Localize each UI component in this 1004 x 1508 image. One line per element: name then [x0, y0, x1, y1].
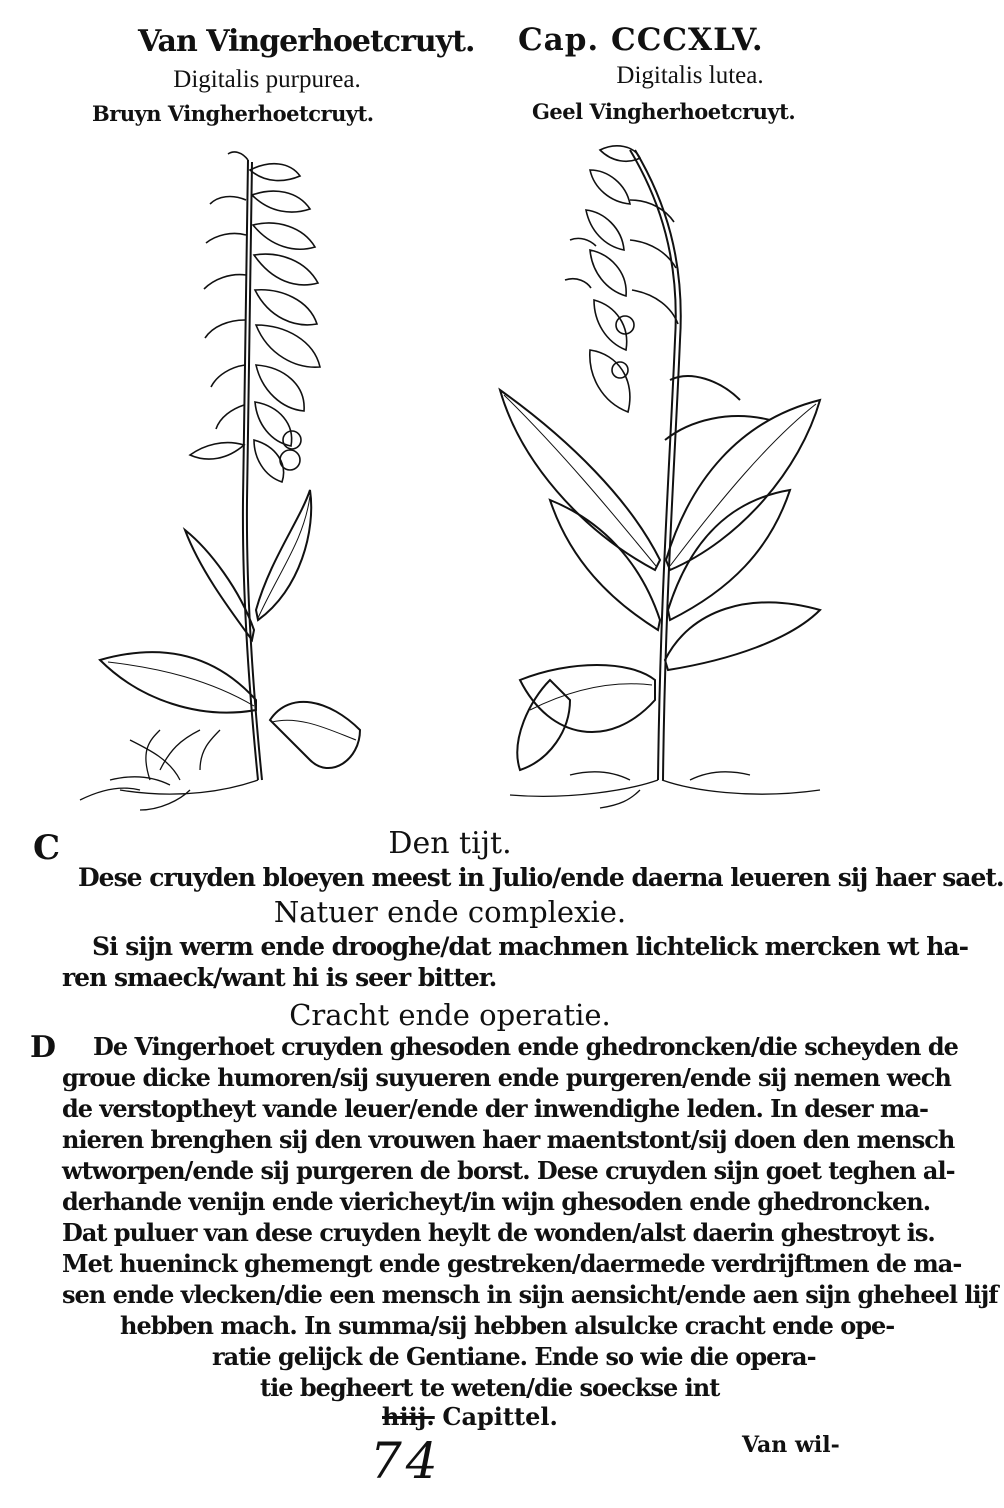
running-title: Van Vingerhoetcruyt.: [138, 24, 475, 59]
chapter-number: Cap. CCCXLV.: [518, 22, 764, 58]
heading-cracht: Cracht ende operatie.: [289, 998, 611, 1032]
text-line: De Vingerhoet cruyden ghesoden ende ghedroncken/die scheyden de: [93, 1032, 958, 1061]
section-marker-d: D: [30, 1030, 57, 1065]
struck-reference: hiij.: [382, 1402, 435, 1431]
plant-latin-name-right: Digitalis lutea.: [616, 62, 764, 89]
text-line: ren smaeck/want hi is seer bitter.: [62, 963, 497, 992]
text-line: Met hueninck ghemengt ende gestreken/daermede verdrijftmen de ma-: [62, 1249, 962, 1278]
text-line: de verstoptheyt vande leuer/ende der inwendighe leden. In deser ma-: [62, 1094, 928, 1123]
text-line: Capittel.: [442, 1402, 558, 1431]
text-line: sen ende vlecken/die een mensch in sijn aensicht/ende aen sijn gheheel lijf: [62, 1280, 998, 1309]
text-line: tie begheert te weten/die soeckse int: [260, 1373, 720, 1402]
text-line: Dat puluer van dese cruyden heylt de wonden/alst daerin ghestroyt is.: [62, 1218, 935, 1247]
digitalis-lutea-woodcut-icon: [490, 140, 850, 820]
text-line: Dese cruyden bloeyen meest in Julio/ende daerna leueren sij haer saet.: [78, 863, 1004, 892]
plant-dutch-name-right: Geel Vingherhoetcruyt.: [532, 99, 796, 124]
digitalis-purpurea-woodcut-icon: [60, 140, 400, 820]
text-line: derhande venijn ende viericheyt/in wijn ghesoden ende ghedroncken.: [62, 1187, 931, 1216]
text-line: nieren brenghen sij den vrouwen haer maentstont/sij doen den mensch: [62, 1125, 955, 1154]
last-line: [382, 1402, 558, 1431]
text-line: Si sijn werm ende drooghe/dat machmen lichtelick mercken wt ha-: [92, 932, 969, 961]
text-line: groue dicke humoren/sij suyueren ende purgeren/ende sij nemen wech: [62, 1063, 951, 1092]
text-line: hebben mach. In summa/sij hebben alsulcke cracht ende ope-: [120, 1311, 895, 1340]
text-line: wtworpen/ende sij purgeren de borst. Dese cruyden sijn goet teghen al-: [62, 1156, 955, 1185]
heading-den-tijt: Den tijt.: [388, 826, 512, 861]
plant-latin-name-left: Digitalis purpurea.: [173, 66, 361, 93]
handwritten-page-number: 74: [370, 1432, 442, 1490]
section-marker-c: C: [33, 828, 61, 868]
plant-dutch-name-left: Bruyn Vingherhoetcruyt.: [92, 101, 374, 126]
catchword: Van wil-: [742, 1432, 840, 1458]
text-line: ratie gelijck de Gentiane. Ende so wie die opera-: [212, 1342, 816, 1371]
heading-natuer: Natuer ende complexie.: [273, 895, 627, 929]
